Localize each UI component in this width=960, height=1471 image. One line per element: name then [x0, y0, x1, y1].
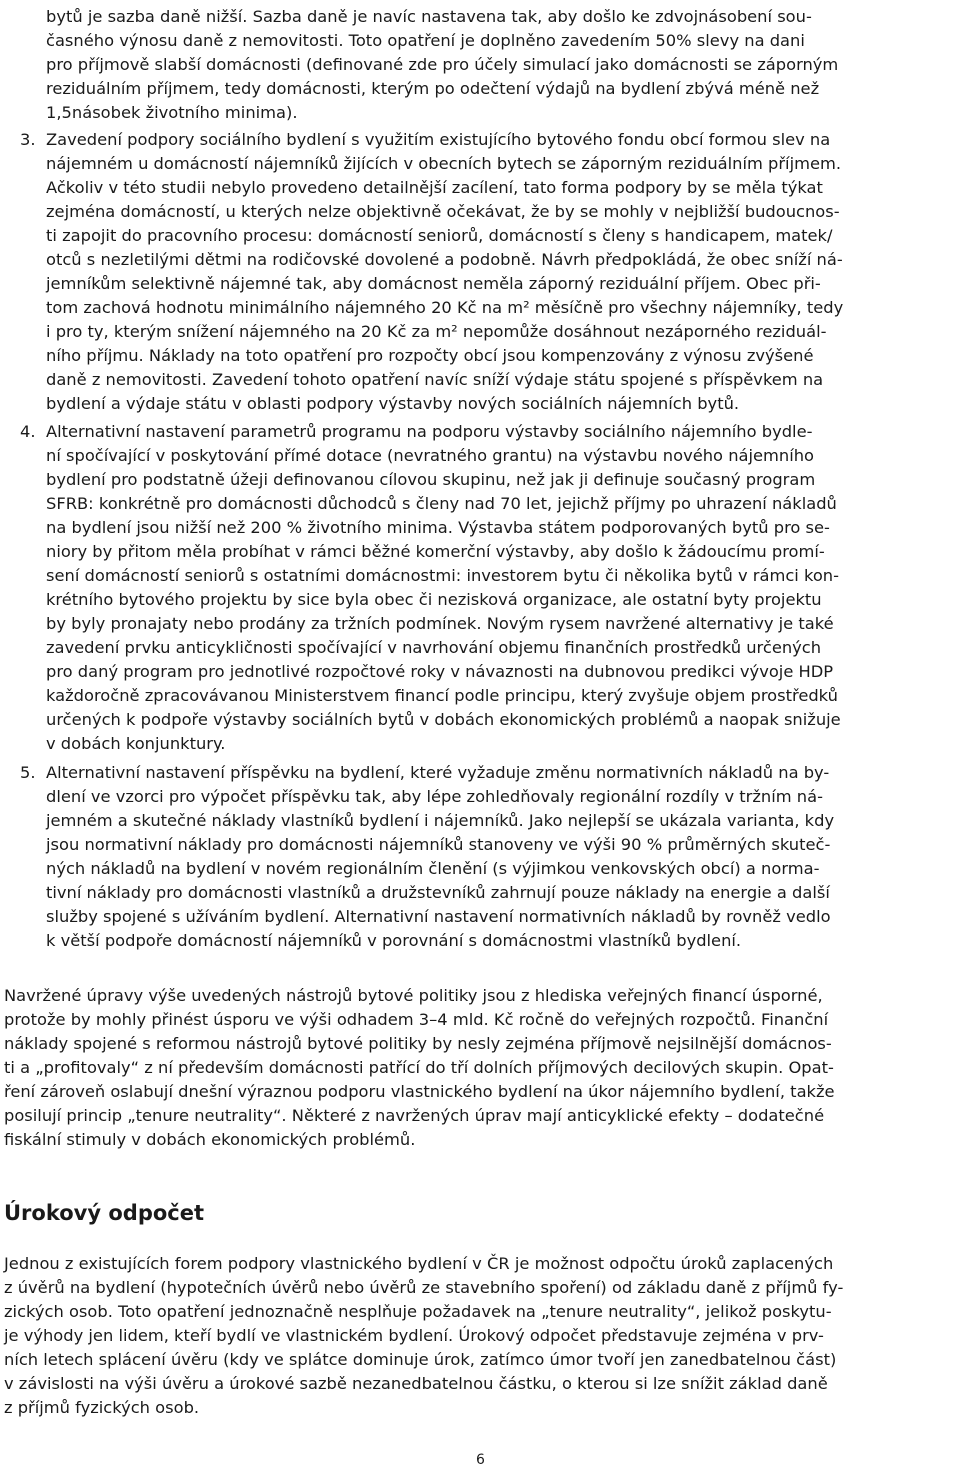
text-line: je výhody jen lidem, kteří bydlí ve vlastnickém bydlení. Úrokový odpočet představuje zejména v prv- [4, 1326, 824, 1345]
text-line: nájemném u domácností nájemníků žijících v obecních bytech se záporným reziduálním příjmem. [46, 154, 841, 173]
text-line: ti a „profitovaly“ z ní především domácnosti patřící do tří dolních příjmových decilových skupin. Opat- [4, 1058, 834, 1077]
text-line: reziduálním příjmem, tedy domácnosti, kterým po odečtení výdajů na bydlení zbývá méně než [46, 79, 820, 98]
text-line: v závislosti na výši úvěru a úrokové sazbě nezanedbatelnou částku, o kterou si lze snížit základ daně [4, 1374, 828, 1393]
text-line: Jednou z existujících forem podpory vlastnického bydlení v ČR je možnost odpočtu úroků zaplacených [4, 1254, 834, 1273]
text-line: k větší podpoře domácností nájemníků v porovnání s domácnostmi vlastníků bydlení. [46, 931, 742, 950]
section-heading: Úrokový odpočet [4, 1201, 205, 1225]
text-line: ření zároveň oslabují dnešní výraznou podporu vlastnického bydlení na úkor nájemního bydlení, takže [4, 1082, 835, 1101]
list-number: 4. [20, 422, 36, 441]
text-line: každoročně zpracovávanou Ministerstvem financí podle principu, který zvyšuje objem prostředků [46, 686, 838, 705]
text-line: dlení ve vzorci pro výpočet příspěvku tak, aby lépe zohledňovaly regionální rozdíly v tržním ná- [46, 787, 823, 806]
page-number: 6 [476, 1452, 485, 1468]
list-number: 3. [20, 130, 36, 149]
text-line: posilují princip „tenure neutrality“. Některé z navržených úprav mají anticyklické efekty – dodatečné [4, 1106, 825, 1125]
text-line: fiskální stimuly v dobách ekonomických problémů. [4, 1130, 416, 1149]
list-number: 5. [20, 763, 36, 782]
text-line: Ačkoliv v této studii nebylo provedeno detailnější zacílení, tato forma podpory by se měla týkat [46, 178, 823, 197]
text-line: zických osob. Toto opatření jednoznačně nesplňuje požadavek na „tenure neutrality“, jelikož poskytu- [4, 1302, 832, 1321]
text-line: náklady spojené s reformou nástrojů bytové politiky by nesly zejména příjmově nejsilnější domácnos- [4, 1034, 832, 1053]
text-line: sení domácností seniorů s ostatními domácnostmi: investorem bytu či několika bytů v rámci kon- [46, 566, 839, 585]
text-line: Zavedení podpory sociálního bydlení s využitím existujícího bytového fondu obcí formou slev na [46, 130, 831, 149]
text-line: ných nákladů na bydlení v novém regionálním členění (s výjimkou venkovských obcí) a norma- [46, 859, 820, 878]
text-line: 1,5násobek životního minima). [46, 103, 298, 122]
text-line: na bydlení jsou nižší než 200 % životního minima. Výstavba státem podporovaných bytů pro se- [46, 518, 830, 537]
text-line: daně z nemovitosti. Zavedení tohoto opatření navíc sníží výdaje státu spojené s příspěvkem na [46, 370, 824, 389]
text-line: zejména domácností, u kterých nelze objektivně očekávat, že by se mohly v nejbližší budoucnos- [46, 202, 840, 221]
text-line: niory by přitom měla probíhat v rámci běžné komerční výstavby, aby došlo k žádoucímu promí- [46, 542, 825, 561]
text-line: časného výnosu daně z nemovitosti. Toto opatření je doplněno zavedením 50% slevy na dani [46, 31, 805, 50]
text-line: bytů je sazba daně nižší. Sazba daně je navíc nastavena tak, aby došlo ke zdvojnásobení sou- [46, 7, 812, 26]
text-line: Alternativní nastavení parametrů programu na podporu výstavby sociálního nájemního bydle- [46, 422, 813, 441]
text-line: z příjmů fyzických osob. [4, 1398, 200, 1417]
text-line: pro příjmově slabší domácnosti (definované zde pro účely simulací jako domácnosti se záporným [46, 55, 839, 74]
text-line: jemníkům selektivně nájemné tak, aby domácnost neměla záporný reziduální příjem. Obec při- [46, 274, 821, 293]
text-line: otců s nezletilými dětmi na rodičovské dovolené a podobně. Návrh předpokládá, že obec sníží ná- [46, 250, 843, 269]
text-line: v dobách konjunktury. [46, 734, 226, 753]
text-line: tom zachová hodnotu minimálního nájemného 20 Kč na m² měsíčně pro všechny nájemníky, tedy [46, 298, 844, 317]
text-line: jemném a skutečné náklady vlastníků bydlení i nájemníků. Jako nejlepší se ukázala varianta, kdy [46, 811, 835, 830]
text-line: Alternativní nastavení příspěvku na bydlení, které vyžaduje změnu normativních nákladů na by- [46, 763, 830, 782]
text-line: tivní náklady pro domácnosti vlastníků a družstevníků zahrnují pouze náklady na energie a další [46, 883, 830, 902]
text-line: ních letech splácení úvěru (kdy ve splátce dominuje úrok, zatímco úmor tvoří jen zanedbatelnou část) [4, 1350, 837, 1369]
text-line: SFRB: konkrétně pro domácnosti důchodců s členy nad 70 let, jejichž příjmy po uhrazení nákladů [46, 494, 837, 513]
text-line: pro daný program pro jednotlivé rozpočtové roky v návaznosti na dubnovou predikci vývoje HDP [46, 662, 834, 681]
text-line: ní spočívající v poskytování přímé dotace (nevratného grantu) na výstavbu nového nájemního [46, 446, 815, 465]
text-line: krétního bytového projektu by sice byla obec či nezisková organizace, ale ostatní byty projektu [46, 590, 822, 609]
text-line: zavedení prvku anticykličnosti spočívající v navrhování objemu finančních prostředků určených [46, 638, 822, 657]
text-line: z úvěrů na bydlení (hypotečních úvěrů nebo úvěrů ze stavebního spoření) od základu daně z příjmů fy- [4, 1278, 844, 1297]
text-line: určených k podpoře výstavby sociálních bytů v dobách ekonomických problémů a naopak snižuje [46, 710, 841, 729]
text-line: jsou normativní náklady pro domácnosti nájemníků stanoveny ve výši 90 % průměrných skuteč- [46, 835, 831, 854]
text-line: Navržené úpravy výše uvedených nástrojů bytové politiky jsou z hlediska veřejných financí úsporné, [4, 986, 823, 1005]
text-line: by byly pronajaty nebo prodány za tržních podmínek. Novým rysem navržené alternativy je také [46, 614, 834, 633]
text-line: protože by mohly přinést úsporu ve výši odhadem 3–4 mld. Kč ročně do veřejných rozpočtů. Finanční [4, 1010, 829, 1029]
text-line: služby spojené s užíváním bydlení. Alternativní nastavení normativních nákladů by rovněž vedlo [46, 907, 831, 926]
text-line: bydlení a výdaje státu v oblasti podpory výstavby nových sociálních nájemních bytů. [46, 394, 740, 413]
text-line: i pro ty, kterým snížení nájemného na 20 Kč za m² nepomůže dosáhnout nezáporného reziduál- [46, 322, 827, 341]
text-line: ního příjmu. Náklady na toto opatření pro rozpočty obcí jsou kompenzovány z výnosu zvýšené [46, 346, 814, 365]
text-line: ti zapojit do pracovního procesu: domácností seniorů, domácností s členy s handicapem, matek/ [46, 226, 833, 245]
text-line: bydlení pro podstatně úžeji definovanou cílovou skupinu, než jak ji definuje současný program [46, 470, 816, 489]
